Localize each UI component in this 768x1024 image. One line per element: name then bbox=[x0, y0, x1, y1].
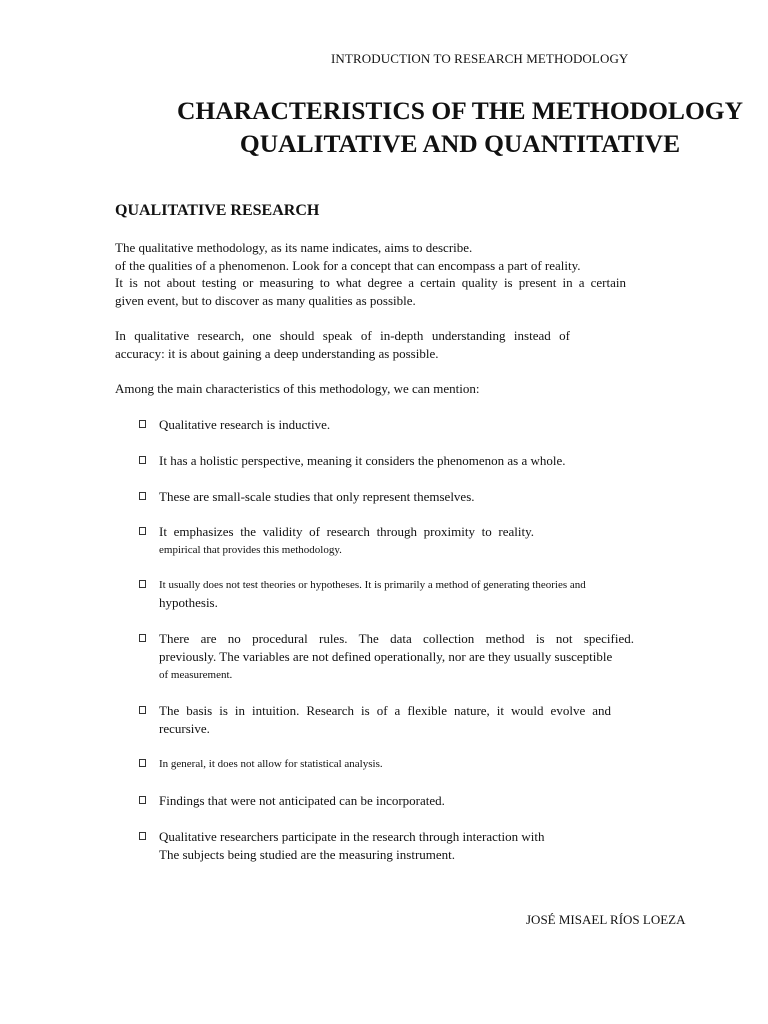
list-item-text: In general, it does not allow for statistical analysis. bbox=[159, 758, 383, 770]
paragraph-line: The qualitative methodology, as its name indicates, aims to describe. bbox=[115, 240, 473, 255]
checkbox-bullet-icon bbox=[139, 527, 146, 535]
checkbox-bullet-icon bbox=[139, 796, 146, 804]
list-item-text: It usually does not test theories or hypotheses. It is primarily a method of generating theories and bbox=[159, 579, 586, 591]
paragraph-line: In qualitative research, one should speak of in-depth understanding instead of bbox=[115, 328, 570, 343]
checkbox-bullet-icon bbox=[139, 706, 146, 714]
checkbox-bullet-icon bbox=[139, 456, 146, 464]
list-item-text: It emphasizes the validity of research through proximity to reality. bbox=[159, 524, 534, 539]
list-item-text: recursive. bbox=[159, 721, 210, 736]
understanding-paragraph bbox=[115, 327, 570, 362]
checkbox-bullet-icon bbox=[139, 420, 146, 428]
checkbox-bullet-icon bbox=[139, 832, 146, 840]
list-item-text: The subjects being studied are the measuring instrument. bbox=[159, 847, 456, 862]
checkbox-bullet-icon bbox=[139, 759, 146, 767]
section-heading: QUALITATIVE RESEARCH bbox=[115, 202, 320, 219]
paragraph-line: It is not about testing or measuring to what degree a certain quality is present in a certain bbox=[115, 275, 626, 290]
running-header: INTRODUCTION TO RESEARCH METHODOLOGY bbox=[331, 51, 629, 66]
characteristics-intro bbox=[115, 380, 626, 398]
intro-paragraph bbox=[115, 239, 626, 309]
author-signature: JOSÉ MISAEL RÍOS LOEZA bbox=[526, 912, 686, 927]
list-item-text: It has a holistic perspective, meaning it considers the phenomenon as a whole. bbox=[159, 453, 566, 468]
list-item-text: Qualitative researchers participate in the research through interaction with bbox=[159, 829, 545, 844]
list-item-text: Findings that were not anticipated can be incorporated. bbox=[159, 793, 445, 808]
list-item-text: hypothesis. bbox=[159, 595, 218, 610]
list-item-text: These are small-scale studies that only represent themselves. bbox=[159, 489, 475, 504]
paragraph-line: given event, but to discover as many qualities as possible. bbox=[115, 292, 416, 308]
checkbox-bullet-icon bbox=[139, 634, 146, 642]
checkbox-bullet-icon bbox=[139, 580, 146, 588]
paragraph-line: Among the main characteristics of this methodology, we can mention: bbox=[115, 381, 480, 396]
checkbox-bullet-icon bbox=[139, 492, 146, 500]
paragraph-line: accuracy: it is about gaining a deep understanding as possible. bbox=[115, 345, 439, 361]
list-item-text: empirical that provides this methodology. bbox=[159, 544, 342, 556]
paragraph-line: of the qualities of a phenomenon. Look for a concept that can encompass a part of reality. bbox=[115, 257, 581, 273]
page-title bbox=[140, 94, 768, 160]
list-item-text: Qualitative research is inductive. bbox=[159, 417, 331, 432]
page-title-line-1: CHARACTERISTICS OF THE METHODOLOGY bbox=[176, 96, 744, 125]
list-item-text: previously. The variables are not defined operationally, nor are they usually susceptible bbox=[159, 649, 613, 664]
page-title-line-2: QUALITATIVE AND QUANTITATIVE bbox=[239, 129, 681, 158]
list-item-text: of measurement. bbox=[159, 669, 233, 681]
list-item-text: The basis is in intuition. Research is of a flexible nature, it would evolve and bbox=[159, 703, 611, 718]
list-item-text: There are no procedural rules. The data collection method is not specified. bbox=[159, 631, 634, 646]
